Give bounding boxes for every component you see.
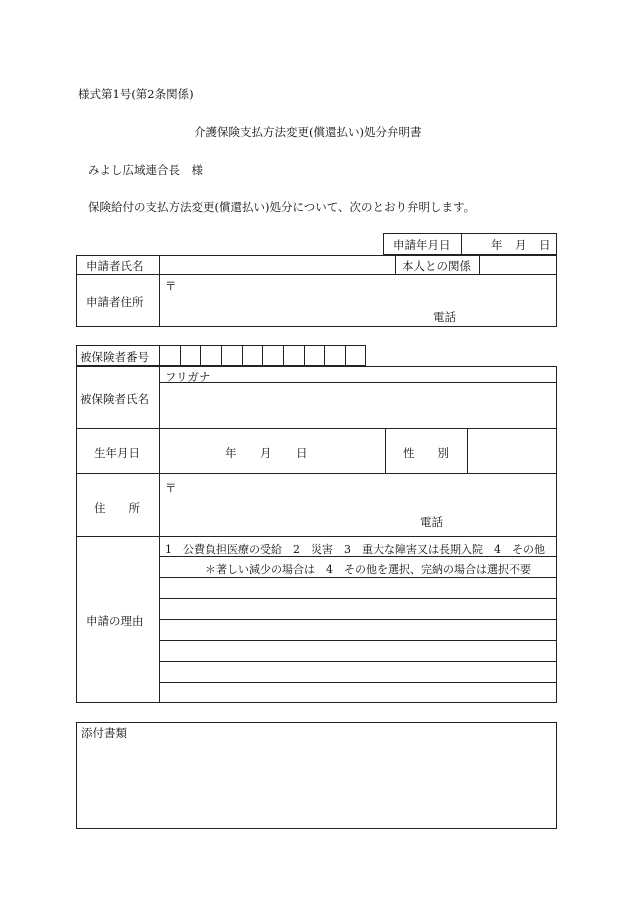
insured-name-label: 被保険者氏名 (80, 392, 149, 406)
application-date-month: 月 (515, 238, 527, 252)
applicant-name-label: 申請者氏名 (86, 259, 144, 273)
page-title: 介護保険支払方法変更(償還払い)処分弁明書 (194, 125, 422, 139)
addressee: みよし広域連合長 様 (88, 163, 203, 177)
birth-month: 月 (260, 446, 272, 460)
application-date-year: 年 (491, 238, 503, 252)
reason-options: 1 公費負担医療の受給 2 災害 3 重大な障害又は長期入院 4 その他 (165, 543, 545, 556)
applicant-phone-label: 電話 (433, 310, 456, 324)
attachments-label: 添付書類 (81, 726, 127, 740)
applicant-name-field[interactable] (162, 257, 392, 273)
application-date-day: 日 (539, 238, 551, 252)
insured-phone-label: 電話 (420, 515, 443, 529)
relation-field[interactable] (482, 257, 554, 273)
insured-postal-mark: 〒 (165, 481, 177, 495)
insured-number-label: 被保険者番号 (80, 350, 149, 364)
furigana-label: フリガナ (165, 370, 211, 384)
gender-label: 性 別 (403, 446, 449, 460)
reason-label: 申請の理由 (86, 614, 144, 628)
relation-label: 本人との関係 (402, 259, 471, 273)
form-number: 様式第1号(第2条関係) (78, 87, 194, 101)
reason-note: ＊著しい減少の場合は 4 その他を選択、完納の場合は選択不要 (205, 563, 531, 576)
applicant-address-label: 申請者住所 (86, 295, 144, 309)
birth-date-label: 生年月日 (94, 446, 140, 460)
insured-address-label: 住 所 (94, 501, 140, 515)
insured-box (76, 366, 557, 703)
intro-text: 保険給付の支払方法変更(償還払い)処分について、次のとおり弁明します。 (88, 200, 476, 214)
birth-day: 日 (296, 446, 308, 460)
birth-year: 年 (225, 446, 237, 460)
application-date-label: 申請年月日 (393, 238, 451, 252)
applicant-postal-mark: 〒 (165, 279, 177, 293)
attachments-box[interactable] (76, 722, 557, 829)
